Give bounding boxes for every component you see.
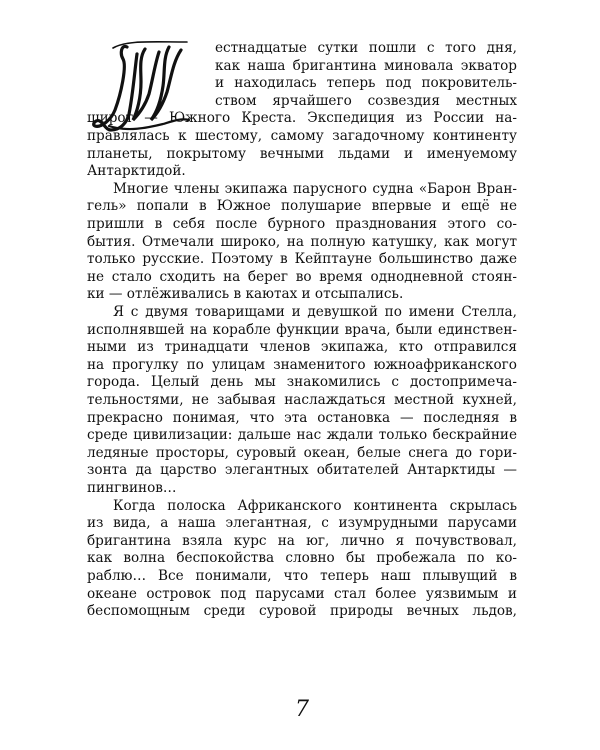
text-line: широт — Южного Креста. Экспедиция из России на- bbox=[87, 110, 517, 127]
text-line: пингвинов… bbox=[87, 480, 177, 496]
page-number: 7 bbox=[295, 697, 309, 722]
text-line: ством ярчайшего созвездия местных bbox=[215, 92, 517, 109]
text-line: на прогулку по улицам знаменитого южноафриканского bbox=[87, 356, 517, 373]
text-line: ными из тринадцати членов экипажа, кто отправился bbox=[87, 339, 517, 356]
text-line: Антарктидой. bbox=[87, 163, 186, 180]
text-line: бригантина взяла курс на юг, лично я почувствовал, bbox=[87, 532, 517, 549]
text-line: гель» попали в Южное полушарие впервые и ещё не bbox=[87, 198, 517, 215]
svg-text:Ш: Ш bbox=[87, 38, 89, 39]
text-line: тельностями, не забывая наслаждаться местной кухней, bbox=[87, 392, 517, 408]
text-line: беспомощным среди суровой природы вечных льдов, bbox=[87, 603, 517, 620]
text-line: Многие члены экипажа парусного судна «Барон Вран- bbox=[113, 180, 517, 197]
text-line: планеты, покрытому вечными льдами и именуемому bbox=[87, 145, 517, 162]
text-line: только русские. Поэтому в Кейптауне большинство даже bbox=[87, 251, 517, 268]
text-line: океане островок под парусами стал более уязвимым и bbox=[87, 585, 517, 602]
text-line: правлялась к шестому, самому загадочному континенту bbox=[87, 128, 517, 144]
text-line: Я с двумя товарищами и девушкой по имени Стелла, bbox=[113, 304, 517, 320]
text-line: бытия. Отмечали широко, на полную катушку, как могут bbox=[87, 233, 517, 250]
text-line: ки — отлёживались в каютах и отсыпались. bbox=[87, 286, 404, 303]
text-line: зонта да царство элегантных обитателей Антарктиды — bbox=[87, 462, 517, 479]
text-line: естнадцатые сутки пошли с того дня, bbox=[215, 40, 517, 56]
text-line: ледяные просторы, суровый океан, белые снега до гори- bbox=[87, 444, 517, 461]
text-line: города. Целый день мы знакомились с достопримеча- bbox=[87, 374, 517, 391]
text-line: и находилась теперь под покровитель- bbox=[215, 75, 517, 92]
text-line: пришли в себя после бурного празднования этого со- bbox=[87, 216, 517, 232]
text-line: раблю… Все понимали, что теперь наш плывущий в bbox=[87, 568, 517, 584]
book-page-continued bbox=[87, 36, 517, 726]
text-line: среде цивилизации: дальше нас ждали только бескрайние bbox=[87, 427, 517, 444]
text-line: прекрасно понимая, что эта остановка — последняя в bbox=[87, 409, 517, 426]
text-line: Когда полоска Африканского континента скрылась bbox=[113, 497, 517, 514]
text-line: из вида, а наша элегантная, с изумрудными парусами bbox=[87, 515, 517, 532]
text-line: исполнявшей на корабле функции врача, были единствен- bbox=[87, 321, 517, 338]
text-line: как волна беспокойства словно бы пробежала по ко- bbox=[87, 550, 517, 567]
text-line: не стало сходить на берег во время однодневной стоян- bbox=[87, 268, 517, 285]
text-line: как наша бригантина миновала экватор bbox=[215, 57, 517, 74]
